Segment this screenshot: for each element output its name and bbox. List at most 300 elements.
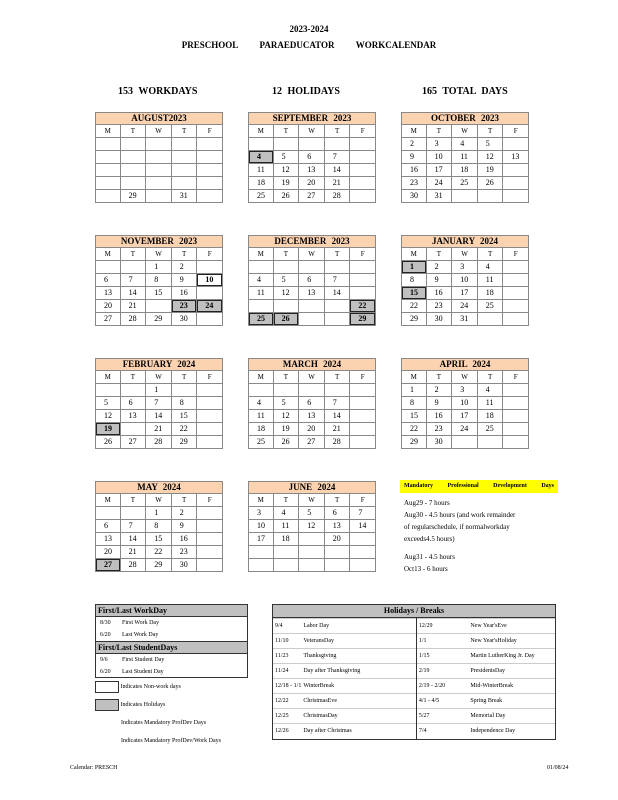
key-profdev-work: Indicates Mandatory ProfDev/Work Days [121, 738, 221, 744]
weekday-header: T [120, 125, 147, 138]
holiday-date: 5/27 [416, 709, 468, 724]
day-cell: 20 [298, 177, 325, 190]
day-cell: 11 [451, 151, 478, 164]
day-cell: 23 [171, 300, 198, 313]
day-cell [298, 533, 325, 546]
day-cell: 5 [273, 397, 300, 410]
day-cell: 21 [145, 423, 172, 436]
holiday-name: ChristmasEve [301, 694, 416, 709]
weekday-header: T [273, 125, 300, 138]
month-title: FEBRUARY 2024 [95, 358, 223, 371]
day-cell: 28 [120, 313, 147, 326]
holiday-date: 11/10 [273, 634, 301, 649]
day-cell [273, 300, 300, 313]
day-cell: 15 [145, 287, 172, 300]
month-calendar [95, 358, 223, 449]
weekday-header: F [349, 248, 376, 261]
weekday-header: M [95, 125, 121, 138]
day-cell: 30 [401, 190, 427, 203]
day-cell: 29 [145, 559, 172, 572]
day-cell: 14 [120, 287, 147, 300]
day-cell: 2 [426, 384, 453, 397]
day-cell [298, 559, 325, 572]
weekday-header: T [477, 248, 504, 261]
holiday-row [273, 664, 555, 679]
month-title: MAY 2024 [95, 481, 223, 494]
month-title: NOVEMBER 2023 [95, 235, 223, 248]
day-cell [95, 190, 121, 203]
day-cell: 11 [248, 287, 274, 300]
weekday-header: W [298, 248, 325, 261]
day-cell [95, 261, 121, 274]
day-cell [349, 559, 376, 572]
day-cell [477, 436, 504, 449]
legend [95, 604, 248, 750]
day-cell: 29 [349, 313, 376, 326]
day-cell [349, 436, 376, 449]
day-cell [248, 261, 274, 274]
day-cell: 15 [401, 287, 427, 300]
day-cell [196, 164, 223, 177]
weekday-header: F [196, 248, 223, 261]
title-word-2: PARAEDUCATOR [259, 40, 335, 50]
day-cell: 4 [477, 261, 504, 274]
day-cell [196, 261, 223, 274]
month-calendar [248, 112, 376, 203]
day-cell: 1 [145, 507, 172, 520]
holiday-name: Thanksgiving [301, 649, 416, 664]
first-last-workday-header: First/Last WorkDay [95, 604, 248, 617]
day-cell: 13 [502, 151, 529, 164]
holiday-name: Day after Christmas [301, 724, 416, 739]
holiday-row [273, 694, 555, 709]
day-cell: 18 [477, 287, 504, 300]
weekday-header: T [324, 248, 351, 261]
day-cell [349, 164, 376, 177]
day-cell: 29 [145, 313, 172, 326]
day-cell [273, 546, 300, 559]
weekday-header: T [273, 248, 300, 261]
day-cell: 30 [171, 313, 198, 326]
day-cell: 8 [401, 274, 427, 287]
day-cell [324, 300, 351, 313]
calendar-title [0, 40, 618, 50]
day-cell [196, 287, 223, 300]
day-cell [298, 261, 325, 274]
day-cell [196, 384, 223, 397]
day-cell: 12 [95, 410, 121, 423]
day-cell [120, 151, 147, 164]
day-cell: 21 [324, 423, 351, 436]
day-cell [298, 138, 325, 151]
day-cell [120, 384, 147, 397]
day-cell [502, 138, 529, 151]
day-cell: 8 [145, 520, 172, 533]
day-cell [349, 533, 376, 546]
weekday-header: T [171, 125, 198, 138]
holiday-date: 12/25 [273, 709, 301, 724]
day-cell: 6 [324, 507, 351, 520]
weekday-header: T [426, 125, 453, 138]
month-grid [401, 248, 529, 326]
day-cell: 3 [451, 384, 478, 397]
day-cell: 23 [426, 300, 453, 313]
day-cell: 6 [298, 274, 325, 287]
weekday-header: T [171, 248, 198, 261]
day-cell: 4 [248, 397, 274, 410]
day-cell: 14 [349, 520, 376, 533]
holiday-name: WinterBreak [301, 679, 416, 694]
day-cell: 1 [145, 384, 172, 397]
month-calendar [401, 235, 529, 326]
day-cell [324, 138, 351, 151]
weekday-header: W [145, 494, 172, 507]
weekday-header: T [324, 494, 351, 507]
weekday-header: T [477, 125, 504, 138]
day-cell: 26 [273, 313, 300, 326]
weekday-header: M [248, 494, 274, 507]
month-calendar [248, 358, 376, 449]
holiday-name: Spring Break [468, 694, 555, 709]
day-cell [349, 397, 376, 410]
day-cell: 4 [248, 151, 274, 164]
weekday-header: F [349, 371, 376, 384]
day-cell: 12 [273, 164, 300, 177]
day-cell [324, 313, 351, 326]
day-cell: 15 [145, 533, 172, 546]
weekday-header: M [248, 125, 274, 138]
weekday-header: F [196, 125, 223, 138]
month-grid [95, 494, 223, 572]
prof-dev-days [400, 480, 558, 575]
calendar-year: 2023-2024 [289, 24, 329, 34]
day-cell [324, 261, 351, 274]
day-cell [502, 274, 529, 287]
day-cell [196, 520, 223, 533]
day-cell [273, 559, 300, 572]
day-cell [349, 274, 376, 287]
day-cell [349, 138, 376, 151]
month-grid [248, 125, 376, 203]
month-grid [95, 248, 223, 326]
day-cell: 14 [145, 410, 172, 423]
month-title: AUGUST2023 [95, 112, 223, 125]
month-title: JANUARY 2024 [401, 235, 529, 248]
holiday-swatch [95, 699, 119, 711]
day-cell: 16 [426, 410, 453, 423]
holiday-date: 9/4 [273, 619, 301, 634]
day-cell [95, 151, 121, 164]
day-cell: 25 [248, 313, 274, 326]
holiday-name: ChristmasDay [301, 709, 416, 724]
day-cell [273, 261, 300, 274]
weekday-header: F [502, 248, 529, 261]
day-cell [171, 151, 198, 164]
day-cell: 11 [477, 274, 504, 287]
weekday-header: T [171, 494, 198, 507]
weekday-header: F [196, 371, 223, 384]
day-cell [502, 397, 529, 410]
day-cell: 14 [324, 410, 351, 423]
day-cell: 27 [95, 313, 121, 326]
day-cell [120, 507, 147, 520]
day-cell: 2 [171, 507, 198, 520]
day-cell [298, 300, 325, 313]
day-cell: 6 [95, 520, 121, 533]
day-cell: 14 [324, 287, 351, 300]
weekday-header: F [502, 125, 529, 138]
day-cell [95, 138, 121, 151]
weekday-header: T [273, 494, 300, 507]
day-cell: 9 [401, 151, 427, 164]
day-cell [502, 300, 529, 313]
day-cell: 7 [120, 520, 147, 533]
day-cell: 7 [145, 397, 172, 410]
month-calendar [401, 358, 529, 449]
day-cell [196, 546, 223, 559]
day-cell: 11 [248, 410, 274, 423]
day-cell [502, 410, 529, 423]
day-cell [95, 177, 121, 190]
weekday-header: M [401, 125, 427, 138]
day-cell [95, 384, 121, 397]
holiday-name: Mid-WinterBreak [468, 679, 555, 694]
holiday-row [273, 649, 555, 664]
day-cell: 10 [196, 274, 223, 287]
day-cell: 4 [273, 507, 300, 520]
day-cell: 26 [273, 436, 300, 449]
day-cell: 29 [171, 436, 198, 449]
day-cell [502, 177, 529, 190]
day-cell: 4 [451, 138, 478, 151]
month-grid [248, 371, 376, 449]
day-cell: 25 [477, 300, 504, 313]
day-cell: 22 [401, 423, 427, 436]
day-cell: 5 [298, 507, 325, 520]
weekday-header: F [349, 494, 376, 507]
workdays-count: 153 WORKDAYS [118, 86, 198, 97]
day-cell [196, 313, 223, 326]
day-cell [145, 177, 172, 190]
title-word-1: PRESCHOOL [181, 40, 239, 50]
day-cell: 1 [401, 384, 427, 397]
holiday-date: 11/23 [273, 649, 301, 664]
day-cell [349, 546, 376, 559]
day-cell: 27 [298, 190, 325, 203]
day-cell: 28 [120, 559, 147, 572]
weekday-header: T [120, 494, 147, 507]
day-cell: 13 [324, 520, 351, 533]
day-cell: 4 [477, 384, 504, 397]
day-cell: 18 [451, 164, 478, 177]
holidays-count: 12 HOLIDAYS [272, 86, 340, 97]
day-cell: 30 [426, 436, 453, 449]
holiday-date: 2/19 - 2/20 [416, 679, 468, 694]
day-cell: 22 [171, 423, 198, 436]
day-cell: 24 [196, 300, 223, 313]
day-cell [196, 507, 223, 520]
day-cell: 16 [401, 164, 427, 177]
day-cell [273, 384, 300, 397]
day-cell: 23 [401, 177, 427, 190]
day-cell: 25 [248, 190, 274, 203]
day-cell [196, 151, 223, 164]
day-cell [349, 384, 376, 397]
holiday-date: 12/18 - 1/1 [273, 679, 301, 694]
holiday-date: 2/19 [416, 664, 468, 679]
day-cell: 13 [298, 164, 325, 177]
day-cell: 18 [248, 177, 274, 190]
weekday-header: W [145, 371, 172, 384]
day-cell [120, 423, 147, 436]
day-cell: 6 [120, 397, 147, 410]
holiday-date: 11/24 [273, 664, 301, 679]
day-cell [145, 151, 172, 164]
legend-row: 8/30 First Work Day [95, 617, 248, 629]
day-cell [145, 164, 172, 177]
day-cell [248, 138, 274, 151]
day-cell: 6 [298, 397, 325, 410]
day-cell [324, 559, 351, 572]
day-cell: 16 [426, 287, 453, 300]
day-cell: 18 [273, 533, 300, 546]
prof-dev-notes: Aug29 - 7 hours Aug30 - 4.5 hours (and work remainder of regularschedule, if normalworkday exceeds4.5 hours) Aug31 - 4.5 hours Oct13 - 6 hours [404, 499, 516, 573]
month-title: MARCH 2024 [248, 358, 376, 371]
day-cell: 25 [477, 423, 504, 436]
holiday-name: New Year'sEve [468, 619, 555, 634]
day-cell [196, 410, 223, 423]
weekday-header: T [120, 371, 147, 384]
day-cell: 3 [426, 138, 453, 151]
day-cell [298, 546, 325, 559]
day-cell [349, 423, 376, 436]
holiday-date: 12/26 [273, 724, 301, 739]
day-cell: 9 [426, 397, 453, 410]
holiday-date: 12/29 [416, 619, 468, 634]
day-cell [502, 423, 529, 436]
day-cell [298, 384, 325, 397]
day-cell: 28 [145, 436, 172, 449]
title-word-3: WORKCALENDAR [355, 40, 437, 50]
day-cell: 9 [426, 274, 453, 287]
weekday-header: W [145, 248, 172, 261]
day-cell [451, 436, 478, 449]
weekday-header: M [401, 371, 427, 384]
weekday-header: T [426, 371, 453, 384]
day-cell: 20 [298, 423, 325, 436]
day-cell: 13 [95, 533, 121, 546]
day-cell: 13 [120, 410, 147, 423]
day-cell: 13 [95, 287, 121, 300]
day-cell: 27 [95, 559, 121, 572]
holiday-name: Memorial Day [468, 709, 555, 724]
month-grid [248, 494, 376, 572]
holiday-row [273, 709, 555, 724]
day-cell: 12 [298, 520, 325, 533]
day-cell: 28 [324, 190, 351, 203]
day-cell: 1 [401, 261, 427, 274]
day-cell: 5 [273, 274, 300, 287]
day-cell: 21 [324, 177, 351, 190]
day-cell: 7 [349, 507, 376, 520]
weekday-header: F [349, 125, 376, 138]
day-cell: 15 [401, 410, 427, 423]
day-cell [502, 190, 529, 203]
day-cell: 12 [477, 151, 504, 164]
day-cell [120, 164, 147, 177]
day-cell: 26 [273, 190, 300, 203]
holiday-name: New Year'sHoliday [468, 634, 555, 649]
day-cell [95, 507, 121, 520]
weekday-header: T [120, 248, 147, 261]
weekday-header: W [298, 371, 325, 384]
month-grid [401, 125, 529, 203]
day-cell [196, 190, 223, 203]
day-cell: 5 [95, 397, 121, 410]
weekday-header: T [324, 125, 351, 138]
key-nonwork: Indicates Non-work days [95, 678, 248, 696]
day-cell: 24 [451, 423, 478, 436]
holiday-date: 4/1 - 4/5 [416, 694, 468, 709]
day-cell: 27 [298, 436, 325, 449]
holidays-breaks-table [272, 604, 556, 740]
day-cell [95, 164, 121, 177]
day-cell: 17 [248, 533, 274, 546]
day-cell: 7 [324, 151, 351, 164]
weekday-header: W [451, 248, 478, 261]
day-cell: 20 [95, 546, 121, 559]
day-cell: 29 [120, 190, 147, 203]
day-cell [196, 423, 223, 436]
day-cell [196, 177, 223, 190]
holiday-row [273, 724, 555, 739]
day-cell: 20 [95, 300, 121, 313]
month-calendar [401, 112, 529, 203]
day-cell: 8 [171, 397, 198, 410]
day-cell: 15 [171, 410, 198, 423]
day-cell [273, 138, 300, 151]
day-cell: 30 [426, 313, 453, 326]
day-cell: 27 [120, 436, 147, 449]
day-cell: 9 [171, 274, 198, 287]
day-cell: 17 [426, 164, 453, 177]
legend-row: 6/20 Last Work Day [95, 629, 248, 641]
holidays-breaks-header: Holidays / Breaks [273, 605, 555, 618]
day-cell: 17 [451, 287, 478, 300]
prof-dev-header: Mandatory Professional Development Days [400, 480, 558, 493]
day-cell: 5 [273, 151, 300, 164]
weekday-header: T [273, 371, 300, 384]
day-cell [196, 559, 223, 572]
holiday-date: 12/22 [273, 694, 301, 709]
day-cell: 13 [298, 287, 325, 300]
day-cell [502, 261, 529, 274]
day-cell: 12 [273, 410, 300, 423]
day-cell: 18 [477, 410, 504, 423]
weekday-header: F [196, 494, 223, 507]
holiday-date: 1/1 [416, 634, 468, 649]
day-cell: 8 [401, 397, 427, 410]
month-calendar [248, 481, 376, 572]
day-cell: 6 [298, 151, 325, 164]
holiday-name: VeteransDay [301, 634, 416, 649]
day-cell [502, 287, 529, 300]
day-cell: 22 [145, 546, 172, 559]
month-calendar [95, 112, 223, 203]
day-cell [349, 287, 376, 300]
weekday-header: M [248, 371, 274, 384]
day-cell: 10 [426, 151, 453, 164]
